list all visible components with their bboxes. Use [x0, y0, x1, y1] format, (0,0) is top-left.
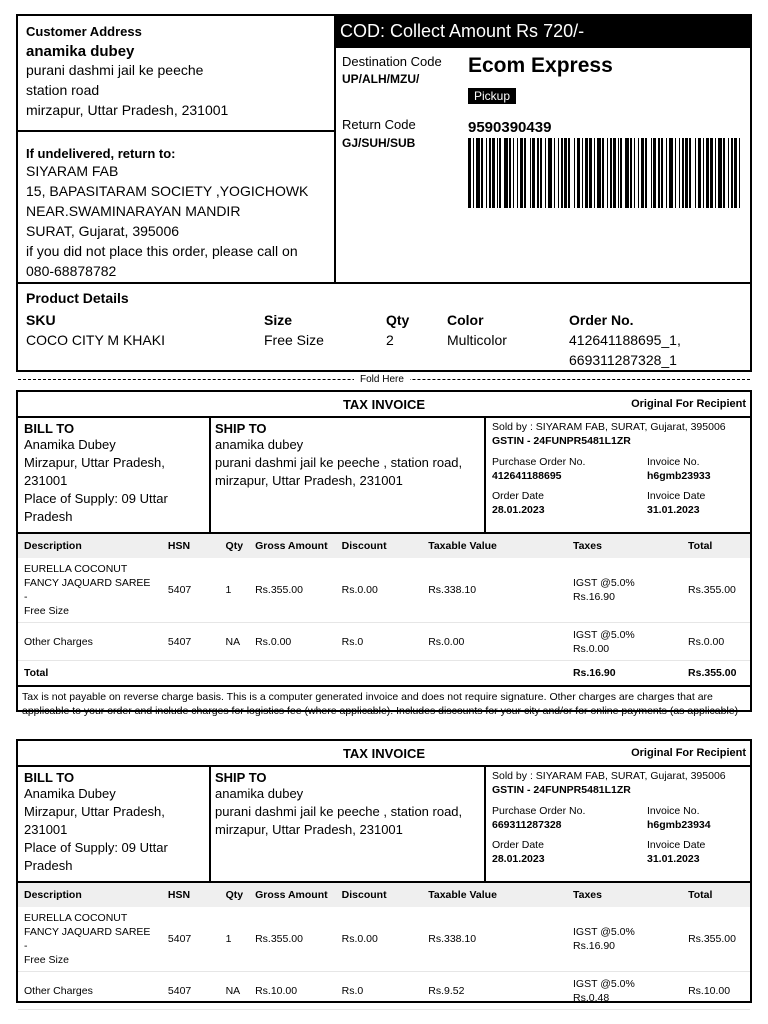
return-code: GJ/SUH/SUB	[342, 136, 416, 150]
invoice-header	[18, 392, 750, 418]
item-total: Rs.0.00	[682, 623, 750, 661]
purchase-order-no: 669311287328	[492, 819, 562, 831]
item-gross: Rs.355.00	[249, 907, 336, 972]
item-taxes	[567, 972, 682, 1010]
column-header: Description	[18, 534, 162, 558]
column-header: Total	[682, 534, 750, 558]
item-qty: NA	[220, 972, 250, 1010]
invoice-no: h6gmb23933	[647, 470, 711, 482]
item-hsn: 5407	[162, 972, 220, 1010]
desc-line: FANCY JAQUARD SAREE -	[24, 577, 151, 603]
return-address-box	[16, 130, 336, 284]
item-total: Rs.10.00	[682, 972, 750, 1010]
item-description: Other Charges	[18, 972, 162, 1010]
total-row	[18, 661, 750, 685]
bill-to-line: Anamika Dubey	[24, 786, 116, 801]
fold-here-text: Fold Here	[354, 374, 410, 385]
item-taxable: Rs.338.10	[422, 558, 567, 623]
item-hsn: 5407	[162, 907, 220, 972]
desc-line: EURELLA COCONUT	[24, 563, 128, 575]
column-header: Gross Amount	[249, 534, 336, 558]
bill-to-line: 231001	[24, 822, 68, 837]
desc-line: EURELLA COCONUT	[24, 912, 128, 924]
item-hsn: 5407	[162, 558, 220, 623]
original-for-recipient: Original For Recipient	[631, 398, 746, 410]
column-header: Taxes	[567, 534, 682, 558]
invoice-items-table	[18, 883, 750, 1010]
barcode	[468, 138, 740, 208]
awb-number: 9590390439	[468, 119, 552, 136]
product-header-order-no: Order No.	[569, 312, 634, 328]
table-row	[18, 558, 750, 623]
item-discount: Rs.0	[336, 623, 423, 661]
bill-to-heading: BILL TO	[24, 421, 75, 436]
desc-line: Free Size	[24, 954, 69, 966]
item-qty: 1	[220, 907, 250, 972]
item-taxable: Rs.9.52	[422, 972, 567, 1010]
destination-code-label: Destination Code	[342, 54, 442, 69]
invoice-no-label: Invoice No.	[647, 805, 700, 817]
product-details-box	[16, 282, 752, 372]
item-taxes	[567, 907, 682, 972]
invoice-parties	[18, 418, 750, 534]
courier-name: Ecom Express	[468, 54, 613, 77]
desc-line: FANCY JAQUARD SAREE -	[24, 926, 151, 952]
customer-name: anamika dubey	[26, 43, 135, 60]
tax-line: Rs.0.00	[572, 642, 610, 655]
return-address-line: 080-68878782	[26, 263, 117, 279]
total-label: Total	[24, 666, 49, 679]
item-description	[18, 907, 162, 972]
ship-to-line: mirzapur, Uttar Pradesh, 231001	[215, 473, 403, 488]
tax-line: IGST @5.0%	[572, 628, 635, 641]
item-taxes	[567, 623, 682, 661]
return-address-line: 15, BAPASITARAM SOCIETY ,YOGICHOWK	[26, 183, 309, 199]
invoice-date: 31.01.2023	[647, 504, 700, 516]
ship-to-line: mirzapur, Uttar Pradesh, 231001	[215, 822, 403, 837]
table-row	[18, 907, 750, 972]
product-color: Multicolor	[447, 332, 507, 348]
column-header: Description	[18, 883, 162, 907]
item-gross: Rs.355.00	[249, 558, 336, 623]
invoice-header	[18, 741, 750, 767]
shipping-info-box	[334, 14, 752, 284]
column-header: HSN	[162, 883, 220, 907]
ship-to-line: purani dashmi jail ke peeche , station road,	[215, 455, 463, 470]
order-date: 28.01.2023	[492, 853, 545, 865]
item-discount: Rs.0.00	[336, 907, 423, 972]
bill-to-section	[18, 767, 211, 881]
item-gross: Rs.0.00	[249, 623, 336, 661]
return-code-label: Return Code	[342, 117, 416, 132]
item-discount: Rs.0.00	[336, 558, 423, 623]
sold-by-section	[486, 767, 750, 881]
purchase-order-label: Purchase Order No.	[492, 456, 586, 468]
invoice-note: Tax is not payable on reverse charge basis. This is a computer generated invoice and does not require signature. Other charges are charges that are applicable to your order and include charges for logistics fee (where applicable). Includes discounts for your city and/or for online payments (as applicable)	[18, 685, 750, 722]
order-no-line: 412641188695_1,	[569, 332, 681, 348]
order-date-label: Order Date	[492, 490, 544, 502]
item-total: Rs.355.00	[682, 558, 750, 623]
bill-to-line: Pradesh	[24, 509, 73, 524]
product-header-size: Size	[264, 312, 293, 328]
product-size: Free Size	[264, 332, 324, 348]
return-address-line: SURAT, Gujarat, 395006	[26, 223, 180, 239]
column-header: Taxes	[567, 883, 682, 907]
bill-to-line: Mirzapur, Uttar Pradesh,	[24, 804, 165, 819]
order-no-line: 669311287328_1	[569, 352, 677, 368]
order-date: 28.01.2023	[492, 504, 545, 516]
pickup-badge: Pickup	[468, 88, 516, 104]
product-header-qty: Qty	[386, 312, 410, 328]
return-address-line: if you did not place this order, please call on	[26, 243, 298, 259]
ship-to-section	[211, 418, 486, 532]
invoice-date-label: Invoice Date	[647, 490, 706, 502]
desc-line: Free Size	[24, 605, 69, 617]
ship-to-line: anamika dubey	[215, 437, 304, 452]
ship-to-heading: SHIP TO	[215, 421, 267, 436]
ship-to-heading: SHIP TO	[215, 770, 267, 785]
column-header: Taxable Value	[422, 883, 567, 907]
bill-to-line: Place of Supply: 09 Uttar	[24, 840, 168, 855]
bill-to-heading: BILL TO	[24, 770, 75, 785]
column-header: HSN	[162, 534, 220, 558]
table-row	[18, 972, 750, 1010]
ship-to-line: anamika dubey	[215, 786, 304, 801]
bill-to-line: Pradesh	[24, 858, 73, 873]
bill-to-line: 231001	[24, 473, 68, 488]
total-taxes: Rs.16.90	[572, 666, 616, 679]
item-hsn: 5407	[162, 623, 220, 661]
invoice-no-label: Invoice No.	[647, 456, 700, 468]
item-gross: Rs.10.00	[249, 972, 336, 1010]
gstin: GSTIN - 24FUNPR5481L1ZR	[492, 784, 631, 796]
tax-invoice-1	[16, 390, 752, 717]
product-sku: COCO CITY M KHAKI	[26, 332, 165, 348]
sold-by: Sold by : SIYARAM FAB, SURAT, Gujarat, 395006	[492, 421, 726, 433]
tax-line: Rs.16.90	[572, 940, 616, 952]
sold-by: Sold by : SIYARAM FAB, SURAT, Gujarat, 395006	[492, 770, 726, 782]
column-header: Qty	[220, 534, 250, 558]
destination-code: UP/ALH/MZU/	[342, 72, 420, 86]
total-amount: Rs.355.00	[688, 666, 737, 679]
customer-address-box	[16, 14, 336, 132]
column-header: Taxable Value	[422, 534, 567, 558]
sold-by-section	[486, 418, 750, 532]
column-header: Total	[682, 883, 750, 907]
ship-to-line: purani dashmi jail ke peeche , station road,	[215, 804, 463, 819]
customer-address-line: mirzapur, Uttar Pradesh, 231001	[26, 102, 229, 118]
invoice-title: TAX INVOICE	[342, 746, 426, 761]
table-row	[18, 623, 750, 661]
item-description: Other Charges	[18, 623, 162, 661]
ship-to-section	[211, 767, 486, 881]
order-date-label: Order Date	[492, 839, 544, 851]
return-address-heading: If undelivered, return to:	[26, 146, 176, 161]
customer-address-line: station road	[26, 82, 100, 98]
tax-line: IGST @5.0%	[572, 977, 635, 990]
item-qty: 1	[220, 558, 250, 623]
table-header-row	[18, 534, 750, 558]
item-taxable: Rs.0.00	[422, 623, 567, 661]
invoice-date-label: Invoice Date	[647, 839, 706, 851]
customer-address-heading: Customer Address	[26, 24, 142, 39]
item-qty: NA	[220, 623, 250, 661]
column-header: Discount	[336, 534, 423, 558]
product-header-sku: SKU	[26, 312, 56, 328]
product-details-title: Product Details	[26, 290, 129, 306]
customer-address-line: purani dashmi jail ke peeche	[26, 62, 204, 78]
product-qty: 2	[386, 332, 394, 348]
bill-to-line: Place of Supply: 09 Uttar	[24, 491, 168, 506]
invoice-parties	[18, 767, 750, 883]
bill-to-line: Mirzapur, Uttar Pradesh,	[24, 455, 165, 470]
purchase-order-label: Purchase Order No.	[492, 805, 586, 817]
item-total: Rs.355.00	[682, 907, 750, 972]
invoice-date: 31.01.2023	[647, 853, 700, 865]
invoice-items-table	[18, 534, 750, 685]
cod-banner: COD: Collect Amount Rs 720/-	[336, 16, 750, 48]
product-order-no	[569, 330, 681, 370]
bill-to-section	[18, 418, 211, 532]
tax-invoice-2	[16, 739, 752, 1003]
column-header: Qty	[220, 883, 250, 907]
original-for-recipient: Original For Recipient	[631, 747, 746, 759]
return-address-line: SIYARAM FAB	[26, 163, 119, 179]
gstin: GSTIN - 24FUNPR5481L1ZR	[492, 435, 631, 447]
bill-to-line: Anamika Dubey	[24, 437, 116, 452]
return-address-line: NEAR.SWAMINARAYAN MANDIR	[26, 203, 241, 219]
item-taxable: Rs.338.10	[422, 907, 567, 972]
tax-line: IGST @5.0%	[572, 926, 635, 938]
purchase-order-no: 412641188695	[492, 470, 562, 482]
tax-line: Rs.16.90	[572, 591, 615, 603]
table-header-row	[18, 883, 750, 907]
product-header-color: Color	[447, 312, 484, 328]
column-header: Discount	[336, 883, 423, 907]
invoice-no: h6gmb23934	[647, 819, 711, 831]
item-taxes	[567, 558, 682, 623]
invoice-title: TAX INVOICE	[342, 397, 426, 412]
shipping-label	[16, 14, 752, 372]
column-header: Gross Amount	[249, 883, 336, 907]
tax-line: Rs.0.48	[572, 991, 610, 1004]
tax-line: IGST @5.0%	[572, 577, 635, 589]
item-description	[18, 558, 162, 623]
item-discount: Rs.0	[336, 972, 423, 1010]
